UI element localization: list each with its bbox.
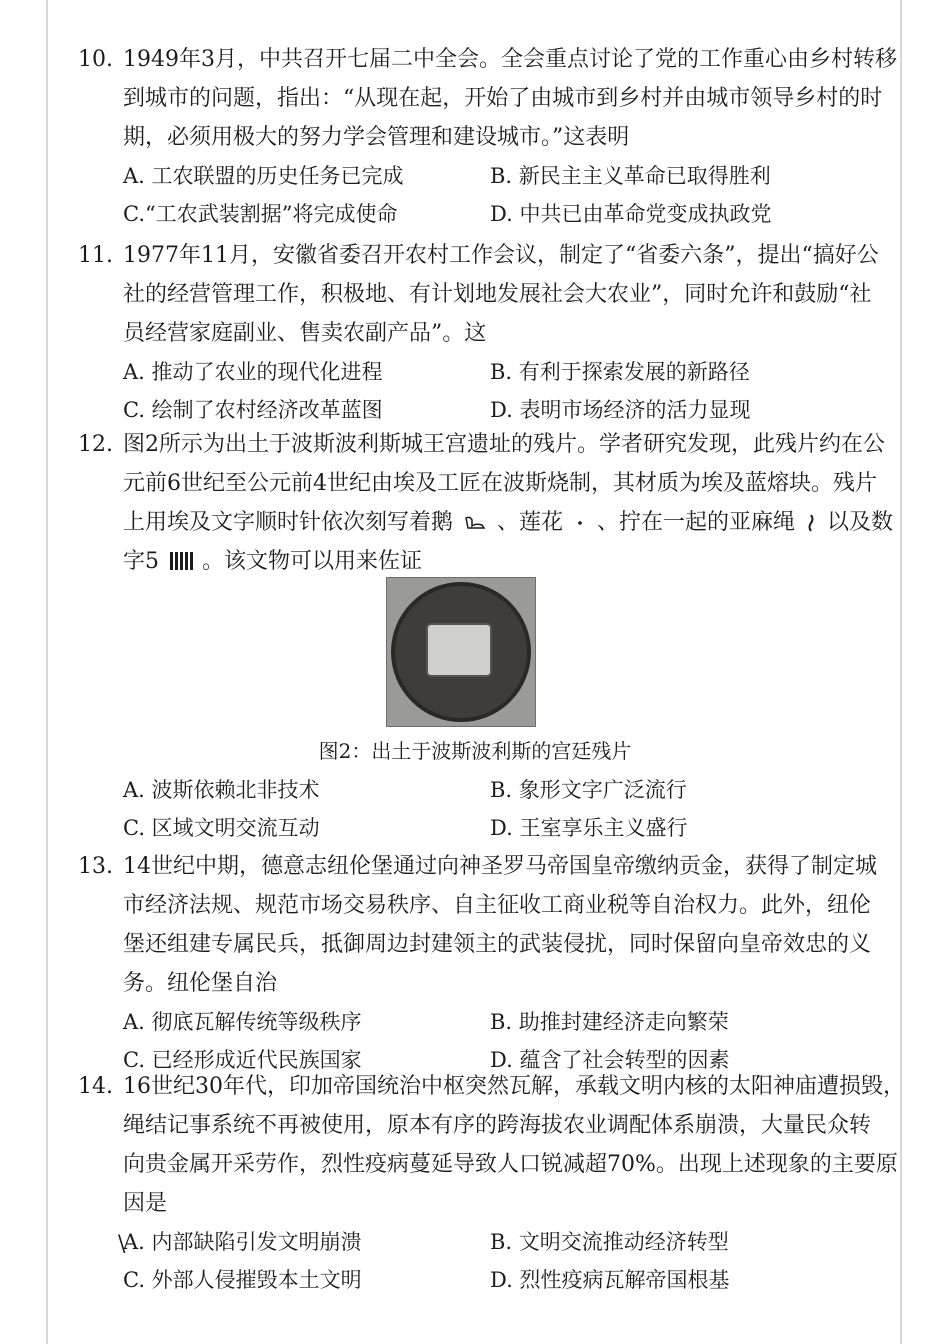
option-a[interactable]: A. 内部缺陷引发文明崩溃: [123, 1230, 362, 1254]
option-d[interactable]: D. 蕴含了社会转型的因素: [490, 1048, 730, 1072]
question-line: 市经济法规、规范市场交易秩序、自主征收工商业税等自治权力。此外，纽伦: [123, 893, 872, 918]
question-line: 上用埃及文字顺时针依次刻写着鹅 、莲花 、拧在一起的亚麻绳 以及数: [123, 510, 894, 535]
option-row: [78, 157, 858, 195]
question-number: 12.: [78, 432, 113, 457]
option-b[interactable]: B. 文明交流推动经济转型: [490, 1230, 729, 1254]
question-line: 14. 16世纪30年代，印加帝国统治中枢突然瓦解，承载文明内核的太阳神庙遭损毁，: [78, 1067, 858, 1106]
option-b[interactable]: B. 有利于探索发展的新路径: [490, 360, 750, 384]
option-row: [78, 391, 858, 429]
option-row: [78, 809, 858, 847]
option-a[interactable]: A. 彻底瓦解传统等级秩序: [123, 1010, 362, 1034]
question-line: 向贵金属开采劳作，烈性疫病蔓延导致人口锐减超70%。出现上述现象的主要原: [123, 1152, 898, 1177]
question-line: 员经营家庭副业、售卖农副产品”。这: [123, 321, 487, 346]
page-right-edge: [900, 0, 902, 1344]
question-10: [78, 40, 897, 233]
option-a[interactable]: A. 工农联盟的历史任务已完成: [123, 164, 404, 188]
question-line: 元前6世纪至公元前4世纪由埃及工匠在波斯烧制，其材质为埃及蓝熔块。残片: [123, 471, 877, 496]
option-d[interactable]: D. 表明市场经济的活力显现: [490, 398, 751, 422]
question-line: 务。纽伦堡自治: [123, 971, 278, 996]
question-line: 字5 。该文物可以用来佐证: [78, 542, 858, 581]
question-line: 社的经营管理工作，积极地、有计划地发展社会大农业”，同时允许和鼓励“社: [123, 282, 872, 307]
question-number: 14.: [78, 1074, 113, 1099]
question-number: 13.: [78, 854, 113, 879]
option-b[interactable]: B. 新民主主义革命已取得胜利: [490, 164, 771, 188]
page-left-edge: [46, 0, 48, 1344]
option-c[interactable]: C.“工农武装割据”将完成使命: [123, 202, 398, 226]
question-line: 绳结记事系统不再被使用，原本有序的跨海拔农业调配体系崩溃，大量民众转: [123, 1113, 872, 1138]
question-line: 13. 14世纪中期，德意志纽伦堡通过向神圣罗马帝国皇帝缴纳贡金，获得了制定城: [78, 847, 858, 886]
question-line: 12. 图2所示为出土于波斯波利斯城王宫遗址的残片。学者研究发现，此残片约在公: [78, 425, 858, 464]
question-line: 堡还组建专属民兵，抵御周边封建领主的武装侵扰，同时保留向皇帝效忠的义: [123, 932, 872, 957]
question-12-options: [78, 771, 858, 847]
option-a[interactable]: A. 波斯依赖北非技术: [123, 778, 320, 802]
question-line: 10. 1949年3月，中共召开七届二中全会。全会重点讨论了党的工作重心由乡村转移: [78, 40, 858, 79]
question-line: 因是: [123, 1191, 168, 1216]
question-line: 到城市的问题，指出：“从现在起，开始了由城市到乡村并由城市领导乡村的时: [123, 86, 883, 111]
option-d[interactable]: D. 中共已由革命党变成执政党: [490, 202, 772, 226]
option-c[interactable]: C. 区域文明交流互动: [123, 816, 320, 840]
option-row: [78, 1003, 858, 1041]
question-12: [78, 425, 894, 581]
goose-hieroglyph-icon: [464, 514, 486, 532]
option-row: [78, 1261, 858, 1299]
option-row: [78, 195, 858, 233]
lotus-hieroglyph-icon: [574, 514, 586, 532]
question-14: [78, 1067, 905, 1299]
option-c[interactable]: C. 绘制了农村经济改革蓝图: [123, 398, 383, 422]
question-13: [78, 847, 877, 1079]
question-line: 期，必须用极大的努力学会管理和建设城市。”这表明: [123, 125, 630, 150]
option-d[interactable]: D. 王室享乐主义盛行: [490, 816, 688, 840]
option-d[interactable]: D. 烈性疫病瓦解帝国根基: [490, 1268, 730, 1292]
figure-2-palace-fragment: [386, 577, 536, 727]
option-row: [78, 353, 858, 391]
option-row: [78, 771, 858, 809]
option-b[interactable]: B. 象形文字广泛流行: [490, 778, 687, 802]
twisted-flax-rope-hieroglyph-icon: [806, 513, 816, 533]
question-11: [78, 236, 879, 429]
option-b[interactable]: B. 助推封建经济走向繁荣: [490, 1010, 729, 1034]
question-number: 10.: [78, 47, 113, 72]
question-line: 11. 1977年11月，安徽省委召开农村工作会议，制定了“省委六条”，提出“搞好公: [78, 236, 858, 275]
numeral-five-strokes-icon: [170, 542, 195, 581]
option-c[interactable]: C. 外部人侵摧毁本土文明: [123, 1268, 362, 1292]
handwritten-mark: \: [118, 1232, 126, 1257]
option-row: [78, 1223, 858, 1261]
option-a[interactable]: A. 推动了农业的现代化进程: [123, 360, 383, 384]
option-c[interactable]: C. 已经形成近代民族国家: [123, 1048, 362, 1072]
question-number: 11.: [78, 243, 113, 268]
figure-caption: 图2：出土于波斯波利斯的宫廷残片: [318, 739, 632, 763]
